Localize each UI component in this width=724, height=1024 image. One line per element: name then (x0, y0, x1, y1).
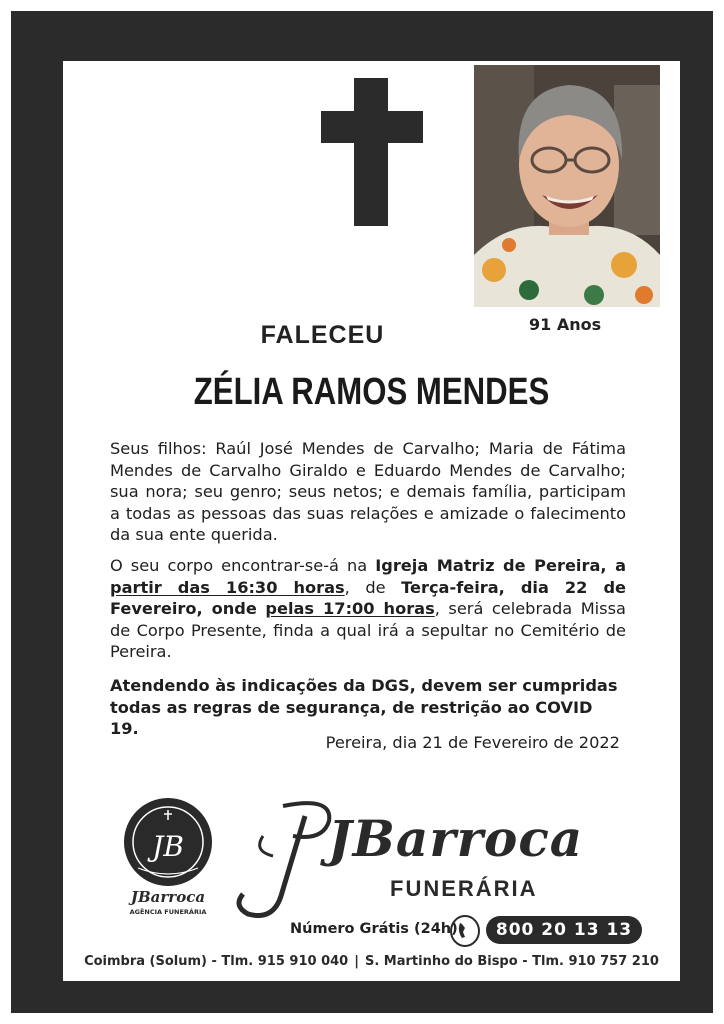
free-number-label: Número Grátis (24h) (290, 921, 458, 937)
viewing-time: partir das 16:30 horas (110, 577, 345, 597)
family-paragraph: Seus filhos: Raúl José Mendes de Carvalho; Maria de Fátima Mendes de Carvalho Giraldo e Eduardo Mendes de Carvalho; sua nora; seu genro; seus netos; e demais família, participam a todas as pessoas das suas relações e amizade o falecimento da sua ente querida. (110, 439, 626, 545)
obituary-notice (63, 61, 680, 981)
brand-name: JBarroca (328, 809, 584, 868)
heading-faleceu (63, 321, 680, 350)
seal-subtitle: AGÊNCIA FUNERÁRIA (129, 908, 207, 916)
place-date: Pereira, dia 21 de Fevereiro de 2022 (325, 733, 620, 752)
portrait-photo (474, 65, 660, 307)
age-label: 91 Anos (529, 315, 602, 334)
ceremony-text-2: , de (344, 577, 402, 597)
brand-subtitle: FUNERÁRIA (390, 876, 538, 901)
dgs-notice: Atendendo às indicações da DGS, devem ser cumpridas todas as regras de segurança, de restrição ao COVID 19. (110, 676, 618, 739)
ceremony-paragraph (110, 555, 626, 663)
contact-separator: | (354, 954, 359, 969)
contact-coimbra: Coimbra (Solum) - Tlm. 915 910 040 (84, 954, 349, 969)
church-name: Igreja Matriz de Pereira, a (375, 556, 626, 575)
phone-number[interactable]: 800 20 13 13 (486, 916, 642, 944)
ceremony-text-3: , será celebrada Missa de Corpo Presente, finda a qual irá a sepultar no Cemitério de Pereira. (110, 599, 626, 662)
phone-icon (448, 914, 482, 948)
contact-line (63, 954, 680, 969)
deceased-name: ZÉLIA RAMOS MENDES (193, 371, 550, 413)
contact-s-martinho: S. Martinho do Bispo - Tlm. 910 757 210 (364, 954, 659, 969)
brand-monogram-icon (233, 796, 343, 926)
mass-time: pelas 17:00 horas (265, 599, 435, 619)
ceremony-date: Terça-feira, dia 22 de Fevereiro, onde (110, 577, 627, 619)
cross-icon (321, 78, 423, 226)
heading-text: FALECEU (260, 321, 385, 349)
ceremony-text-1: O seu corpo encontrar-se-á na (110, 556, 376, 575)
seal-monogram: JB (152, 830, 184, 863)
agency-seal-logo (120, 796, 216, 920)
mourning-frame (11, 11, 713, 1013)
seal-name: JBarroca (130, 888, 206, 906)
